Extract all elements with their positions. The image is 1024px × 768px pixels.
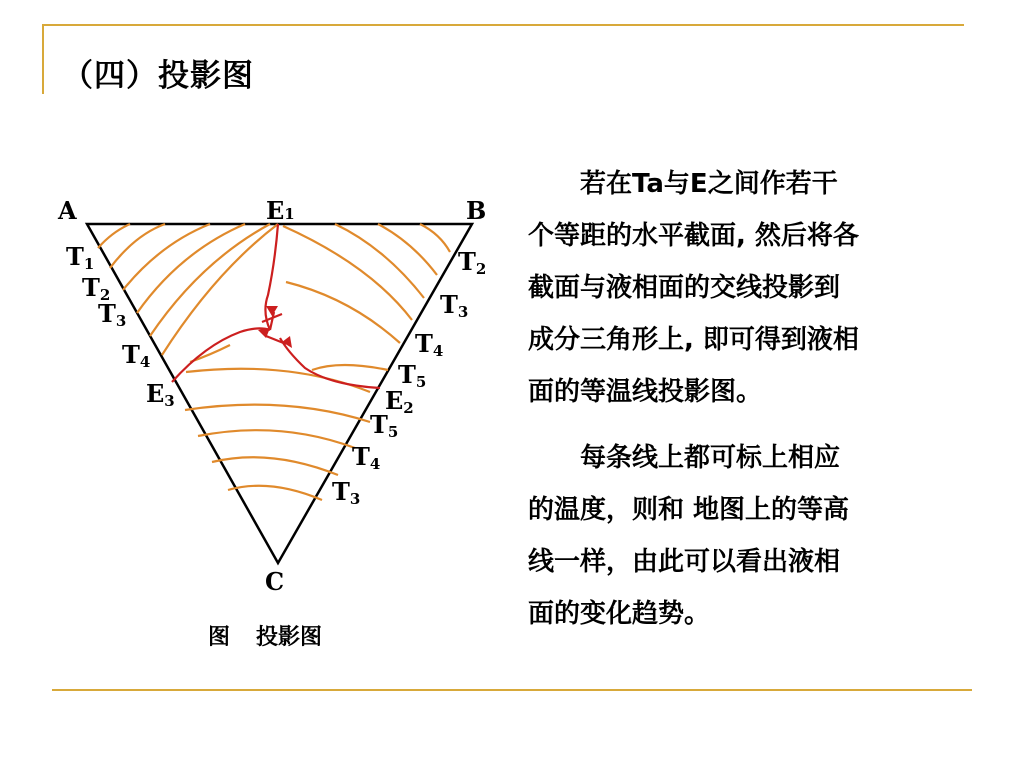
eutectic-label-e1: E1 xyxy=(266,196,295,225)
paragraph-1-line-2: 个等距的水平截面, 然后将各 xyxy=(528,221,859,251)
isotherm-label-right-5: T5 xyxy=(398,360,427,391)
isotherm-label-bottom-5: T5 xyxy=(370,410,399,441)
paragraph-2-line-3: 线一样，由此可以看出液相 xyxy=(528,547,841,577)
isotherm-label-left-1: T1 xyxy=(66,242,95,273)
figure-caption xyxy=(208,620,322,651)
paragraph-2-line-4: 面的变化趋势。 xyxy=(528,599,711,629)
paragraph-1-line-4: 成分三角形上, 即可得到液相 xyxy=(528,325,859,355)
eutectic-label-e2: E2 xyxy=(385,386,414,417)
paragraph-1-line-3: 截面与液相面的交线投影到 xyxy=(528,273,841,303)
vertex-label-a: A xyxy=(58,196,77,225)
isotherm-label-left-3: T3 xyxy=(98,299,127,330)
isotherm-label-right-4: T4 xyxy=(415,329,444,360)
eutectic-arrow-2 xyxy=(282,336,292,348)
isotherm-label-right-3: T3 xyxy=(440,290,469,321)
eutectic-arrow-1 xyxy=(266,306,278,316)
isotherm-label-bottom-4: T4 xyxy=(352,442,381,473)
composition-triangle xyxy=(87,224,472,563)
vertex-label-c: C xyxy=(265,567,285,596)
figure-caption-text: 投影图 xyxy=(256,625,323,650)
paragraph-1 xyxy=(528,158,958,418)
isotherm-label-left-4: T4 xyxy=(122,340,151,371)
eutectic-label-e3: E3 xyxy=(146,379,175,410)
figure-caption-prefix: 图 xyxy=(208,625,231,650)
paragraph-2-line-2: 的温度，则和 地图上的等高 xyxy=(528,495,850,525)
paragraph-1-line-1: 若在Ta与E之间作若干 xyxy=(528,169,838,199)
paragraph-1-line-5: 面的等温线投影图。 xyxy=(528,377,763,407)
paragraph-2-line-1: 每条线上都可标上相应 xyxy=(528,443,841,473)
slide-title: （四）投影图 xyxy=(62,58,254,94)
isotherm-label-bottom-3: T3 xyxy=(332,477,361,508)
vertex-label-b: B xyxy=(466,196,487,225)
isotherm-label-left-2: T2 xyxy=(82,273,111,304)
isotherm-label-right-2: T2 xyxy=(458,247,487,278)
paragraph-2 xyxy=(528,432,958,640)
